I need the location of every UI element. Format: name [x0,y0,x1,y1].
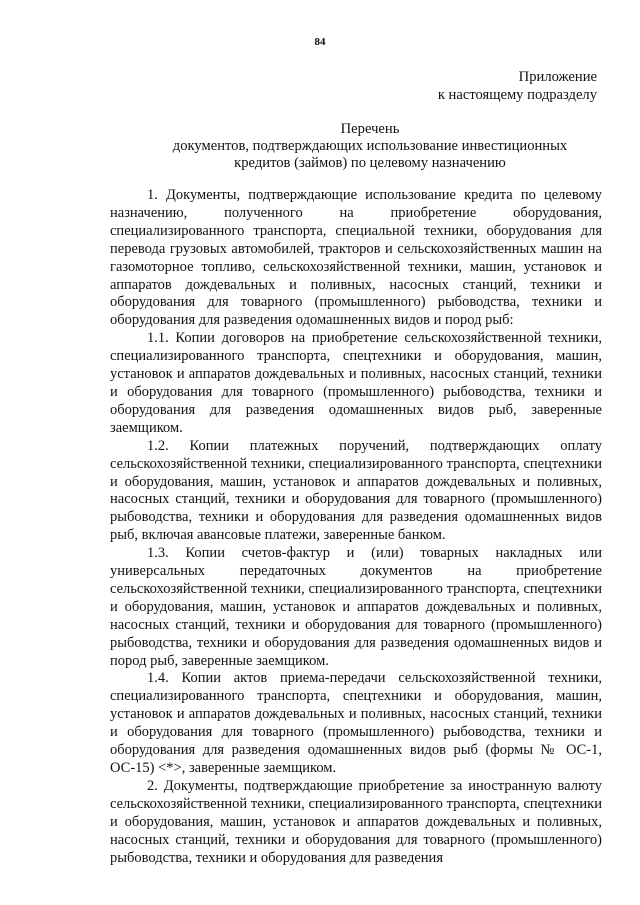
title-line-2: документов, подтверждающих использование инвестиционных [172,138,568,154]
document-body [110,187,602,867]
paragraph-1-4: 1.4. Копии актов приема-передачи сельскохозяйственной техники, специализированного транспорта, спецтехники и оборудования, машин, установок и аппаратов дождевальных и поливных, насосных станций, техники и оборудования для товарного (промышленного) рыбоводства, техники и оборудования для разведения одомашненных видов рыб (формы № ОС-1, ОС-15) <*>, заверенные заемщиком. [110,670,602,776]
appendix-heading [438,68,597,104]
paragraph-2: 2. Документы, подтверждающие приобретение за иностранную валюту сельскохозяйственной техники, специализированного транспорта, спецтехники и оборудования, машин, установок и аппаратов дождевальных и поливных, насосных станций, техники и оборудования для товарного (промышленного) рыбоводства, техники и оборудования для разведения [110,777,602,866]
paragraph-1-2: 1.2. Копии платежных поручений, подтверждающих оплату сельскохозяйственной техники, специализированного транспорта, спецтехники и оборудования, машин, установок и аппаратов дождевальных и поливных, насосных станций, техники и оборудования для товарного (промышленного) рыбоводства, техники и оборудования для разведения одомашненных видов рыб, включая авансовые платежи, заверенные банком. [110,437,602,544]
title-line-3: кредитов (займов) по целевому назначению [234,155,506,171]
paragraph-1-3: 1.3. Копии счетов-фактур и (или) товарных накладных или универсальных передаточных документов на приобретение сельскохозяйственной техники, специализированного транспорта, спецтехники и оборудования, машин, установок и аппаратов дождевальных и поливных, насосных станций, техники и оборудования для товарного (промышленного) рыбоводства, техники и оборудования для разведения одомашненных видов и пород рыб, заверенные заемщиком. [110,545,602,669]
paragraph-1: 1. Документы, подтверждающие использование кредита по целевому назначению, полученного на приобретение оборудования, специализированного транспорта, специальной техники, оборудования для перевода грузовых автомобилей, тракторов и сельскохозяйственных машин на газомоторное топливо, сельскохозяйственной техники, машин, установок и аппаратов дождевальных и поливных, насосных станций, техники и оборудования для товарного (промышленного) рыбоводства, техники и оборудования для разведения одомашненных видов и пород рыб: [110,187,602,329]
appendix-line-1: Приложение [518,69,597,85]
paragraph-1-1: 1.1. Копии договоров на приобретение сельскохозяйственной техники, специализированного транспорта, спецтехники и оборудования, машин, установок и аппаратов дождевальных и поливных, насосных станций, техники и оборудования для товарного (промышленного) рыбоводства, техники и оборудования для разведения одомашненных видов рыб, заверенные заемщиком. [110,330,602,436]
title-line-1: Перечень [340,121,400,137]
document-title [110,121,630,172]
appendix-line-2: к настоящему подразделу [437,87,597,103]
page-number: 84 [314,36,326,48]
